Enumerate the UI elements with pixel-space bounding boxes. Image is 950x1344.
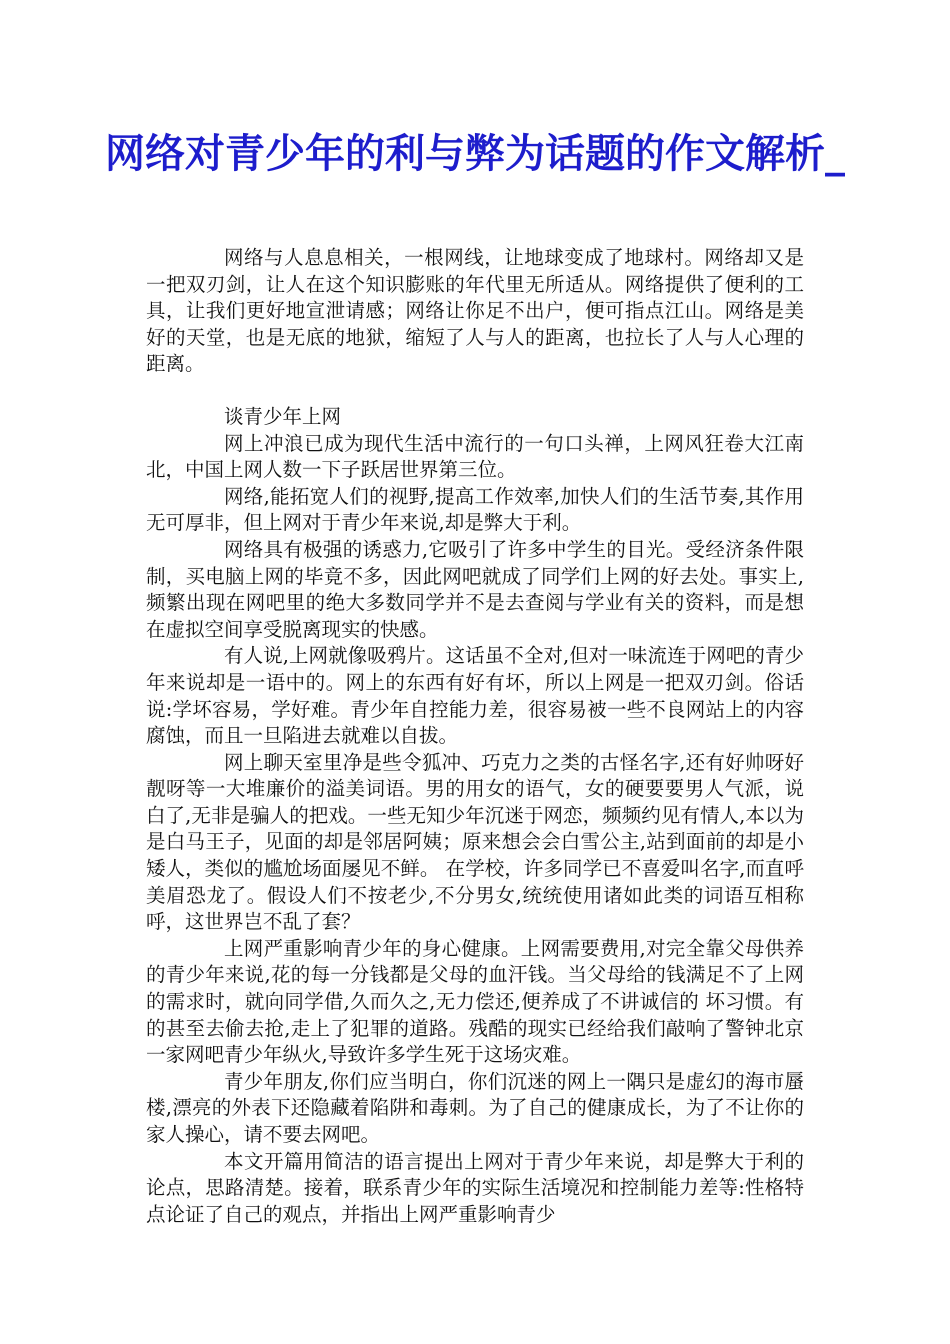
intro-paragraph: 网络与人息息相关，一根网线，让地球变成了地球村。网络却又是一把双刃剑，让人在这个知识膨账的年代里无所适从。网络提供了便利的工具，让我们更好地宣泄请感；网络让你足不出户，便可指点江山。网络是美好的天堂，也是无底的地狱，缩短了人与人的距离，也拉长了人与人心理的距离。 bbox=[146, 246, 804, 376]
body-paragraph: 上网严重影响青少年的身心健康。上网需要费用,对完全靠父母供养的青少年来说,花的每一分钱都是父母的血汗钱。当父母给的钱满足不了上网的需求时，就向同学借,久而久之,无力偿还,便养成了不讲诚信的 坏习惯。有的甚至去偷去抢,走上了犯罪的道路。残酷的现实已经给我们敲响了警钟北京一家网吧青少年纵火,导致许多学生死于这场灾难。 bbox=[146, 936, 804, 1067]
body-paragraph: 本文开篇用简洁的语言提出上网对于青少年来说，却是弊大于利的论点，思路清楚。接着，联系青少年的实际生活境况和控制能力差等:性格特点论证了自己的观点，并指出上网严重影响青少 bbox=[146, 1149, 804, 1226]
body-paragraph: 青少年朋友,你们应当明白，你们沉迷的网上一隅只是虚幻的海市蜃楼,漂亮的外表下还隐藏着陷阱和毒刺。为了自己的健康成长，为了不让你的家人操心，请不要去网吧。 bbox=[146, 1069, 804, 1146]
body-paragraph: 网络具有极强的诱惑力,它吸引了许多中学生的目光。受经济条件限制，买电脑上网的毕竟不多，因此网吧就成了同学们上网的好去处。事实上,频繁出现在网吧里的绝大多数同学并不是去查阅与学业有关的资料，而是想在虚拟空间享受脱离现实的快感。 bbox=[146, 537, 804, 641]
body-paragraph: 网络,能拓宽人们的视野,提高工作效率,加快人们的生活节奏,其作用无可厚非，但上网对于青少年来说,却是弊大于利。 bbox=[146, 484, 804, 535]
section-heading: 谈青少年上网 bbox=[224, 404, 342, 428]
body-paragraph: 有人说,上网就像吸鸦片。这话虽不全对,但对一味流连于网吧的青少年来说却是一语中的。网上的东西有好有坏，所以上网是一把双刃剑。俗话说:学坏容易，学好难。青少年自控能力差，很容易被一些不良网站上的内容腐蚀，而且一旦陷进去就难以自拔。 bbox=[146, 644, 804, 748]
document-title: 网络对青少年的利与弊为话题的作文解析_ bbox=[105, 130, 845, 177]
body-paragraph: 网上聊天室里净是些令狐冲、巧克力之类的古怪名字,还有好帅呀好靓呀等一大堆廉价的溢美词语。男的用女的语气，女的硬要要男人气派，说白了,无非是骗人的把戏。一些无知少年沉迷于网恋，频频约见有情人,本以为是白马王子，见面的却是邻居阿姨；原来想会会白雪公主,站到面前的却是小矮人，类似的尴尬场面屡见不鲜。 在学校，许多同学已不喜爱叫名字,而直呼 美眉恐龙了。假设人们不按老少,不分男女,统统使用诸如此类的词语互相称呼，这世界岂不乱了套？ bbox=[146, 750, 804, 934]
document-body bbox=[146, 245, 804, 1228]
body-paragraph: 网上冲浪已成为现代生活中流行的一句口头禅，上网风狂卷大江南北，中国上网人数一下子跃居世界第三位。 bbox=[146, 431, 804, 482]
